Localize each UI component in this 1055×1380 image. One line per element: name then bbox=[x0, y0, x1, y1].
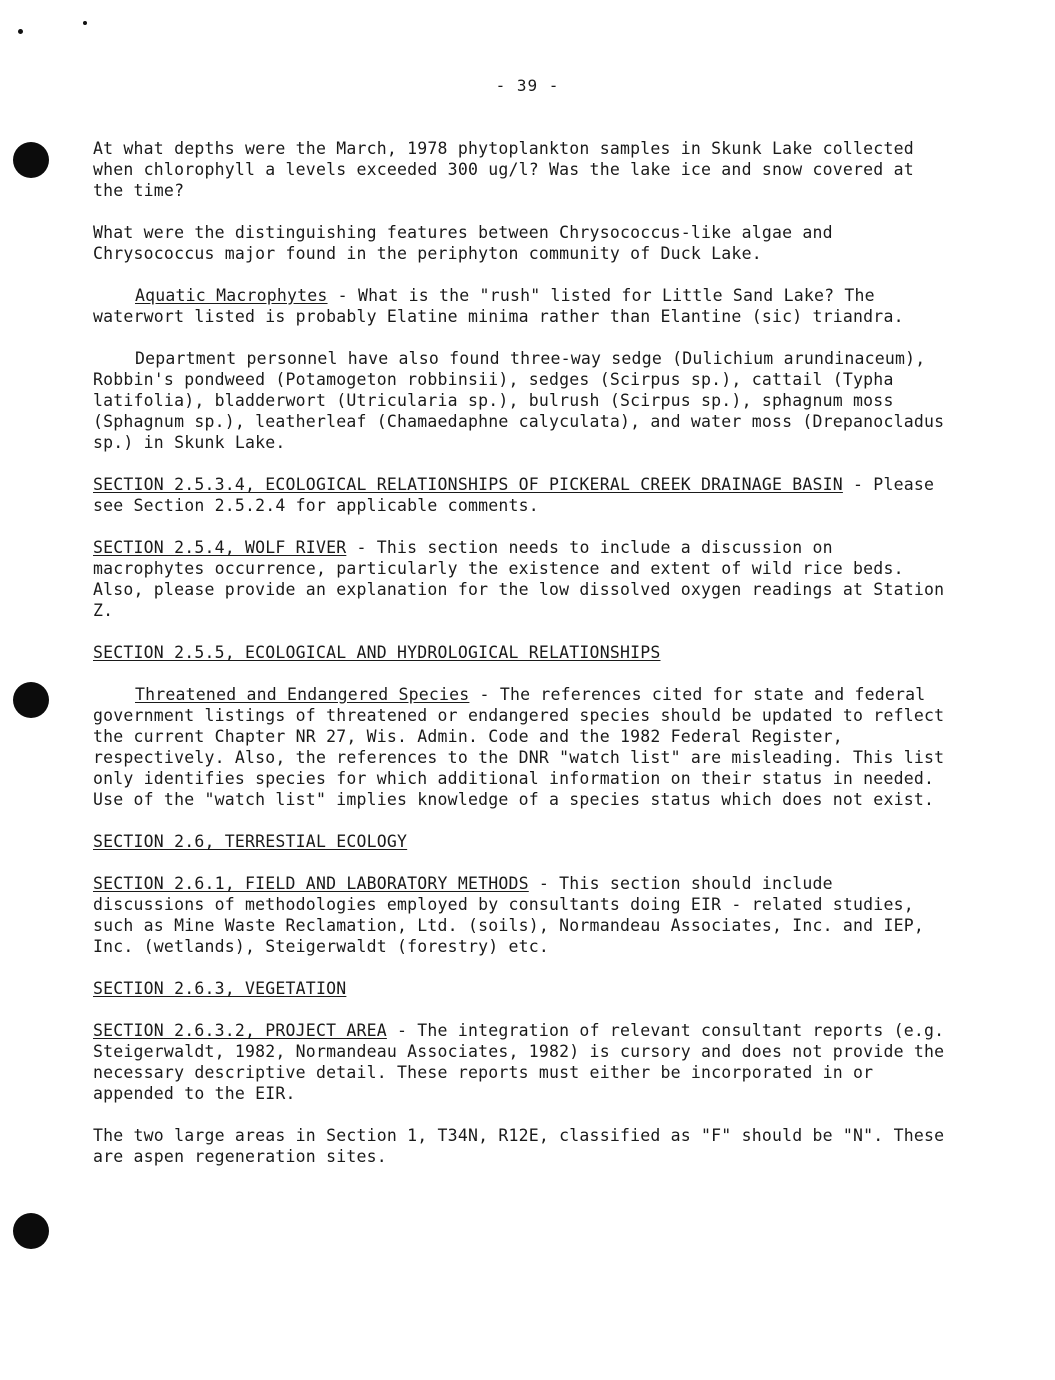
section-2-5-5-title: SECTION 2.5.5, ECOLOGICAL AND HYDROLOGICAL RELATIONSHIPS bbox=[93, 643, 661, 662]
aquatic-macrophytes-heading: Aquatic Macrophytes bbox=[135, 286, 328, 305]
binder-hole bbox=[13, 142, 49, 178]
section-2-6-1-text: - This section should include discussions of methodologies employed by consultants doing EIR - related studies, such as Mine Waste Reclamation, Ltd. (soils), Normandeau Associates, Inc. and IEP, Inc. (wetlands), Steigerwaldt (forestry) etc. bbox=[93, 874, 924, 956]
paragraph-aquatic-macrophytes bbox=[93, 285, 953, 327]
document-body bbox=[93, 138, 953, 1188]
paragraph-phytoplankton-question: At what depths were the March, 1978 phytoplankton samples in Skunk Lake collected when chlorophyll a levels exceeded 300 ug/l? Was the lake ice and snow covered at the time? bbox=[93, 139, 914, 200]
paragraph-aspen-regeneration: The two large areas in Section 1, T34N, R12E, classified as "F" should be "N". These are aspen regeneration sites. bbox=[93, 1126, 945, 1166]
paragraph-threatened-species bbox=[93, 684, 953, 810]
paragraph-department-findings: Department personnel have also found three-way sedge (Dulichium arundinaceum), Robbin's pondweed (Potamogeton robbinsii), sedges (Scirpus sp.), cattail (Typha latifolia), bladderwort (Utricularia sp.), bulrush (Scirpus sp.), sphagnum moss (Sphagnum sp.), leatherleaf (Chamaedaphne calyculata), and water moss (Drepanocladus sp.) in Skunk Lake. bbox=[93, 349, 945, 452]
section-2-6-3-2-text: - The integration of relevant consultant reports (e.g. Steigerwaldt, 1982, Normandeau Associates, 1982) is cursory and does not provide the necessary descriptive detail. These reports must either be incorporated in or appended to the EIR. bbox=[93, 1021, 945, 1103]
section-2-5-4-text: - This section needs to include a discussion on macrophytes occurrence, particularly the existence and extent of wild rice beds. Also, please provide an explanation for the low dissolved oxygen readings at Station Z. bbox=[93, 538, 945, 620]
scan-speck bbox=[83, 21, 87, 25]
section-2-6-1 bbox=[93, 873, 953, 957]
threatened-species-heading: Threatened and Endangered Species bbox=[135, 685, 470, 704]
section-2-5-5-heading bbox=[93, 642, 953, 663]
binder-hole bbox=[13, 1213, 49, 1249]
aquatic-macrophytes-text: - What is the "rush" listed for Little Sand Lake? The waterwort listed is probably Elatine minima rather than Elantine (sic) triandra. bbox=[93, 286, 904, 326]
page-number: - 39 - bbox=[495, 76, 560, 95]
section-2-5-4 bbox=[93, 537, 953, 621]
scan-speck bbox=[18, 29, 23, 34]
section-2-5-3-4-heading: SECTION 2.5.3.4, ECOLOGICAL RELATIONSHIPS OF PICKERAL CREEK DRAINAGE BASIN bbox=[93, 475, 843, 494]
section-2-5-4-heading: SECTION 2.5.4, WOLF RIVER bbox=[93, 538, 347, 557]
section-2-6-1-heading: SECTION 2.6.1, FIELD AND LABORATORY METHODS bbox=[93, 874, 529, 893]
section-2-6-3-2 bbox=[93, 1020, 953, 1104]
section-2-6-title: SECTION 2.6, TERRESTIAL ECOLOGY bbox=[93, 832, 408, 851]
section-2-5-3-4-text: - Please see Section 2.5.2.4 for applicable comments. bbox=[93, 475, 935, 515]
section-2-5-3-4 bbox=[93, 474, 953, 516]
binder-hole bbox=[13, 682, 49, 718]
paragraph-chrysococcus-question: What were the distinguishing features between Chrysococcus-like algae and Chrysococcus major found in the periphyton community of Duck Lake. bbox=[93, 223, 833, 263]
section-2-6-3-title: SECTION 2.6.3, VEGETATION bbox=[93, 979, 347, 998]
section-2-6-heading bbox=[93, 831, 953, 852]
section-2-6-3-heading bbox=[93, 978, 953, 999]
section-2-6-3-2-heading: SECTION 2.6.3.2, PROJECT AREA bbox=[93, 1021, 387, 1040]
threatened-species-text: - The references cited for state and federal government listings of threatened or endangered species should be updated to reflect the current Chapter NR 27, Wis. Admin. Code and the 1982 Federal Register, respectively. Also, the references to the DNR "watch list" are misleading. This list only identifies species for which additional information on their status in needed. Use of the "watch list" implies knowledge of a species status which does not exist. bbox=[93, 685, 945, 809]
